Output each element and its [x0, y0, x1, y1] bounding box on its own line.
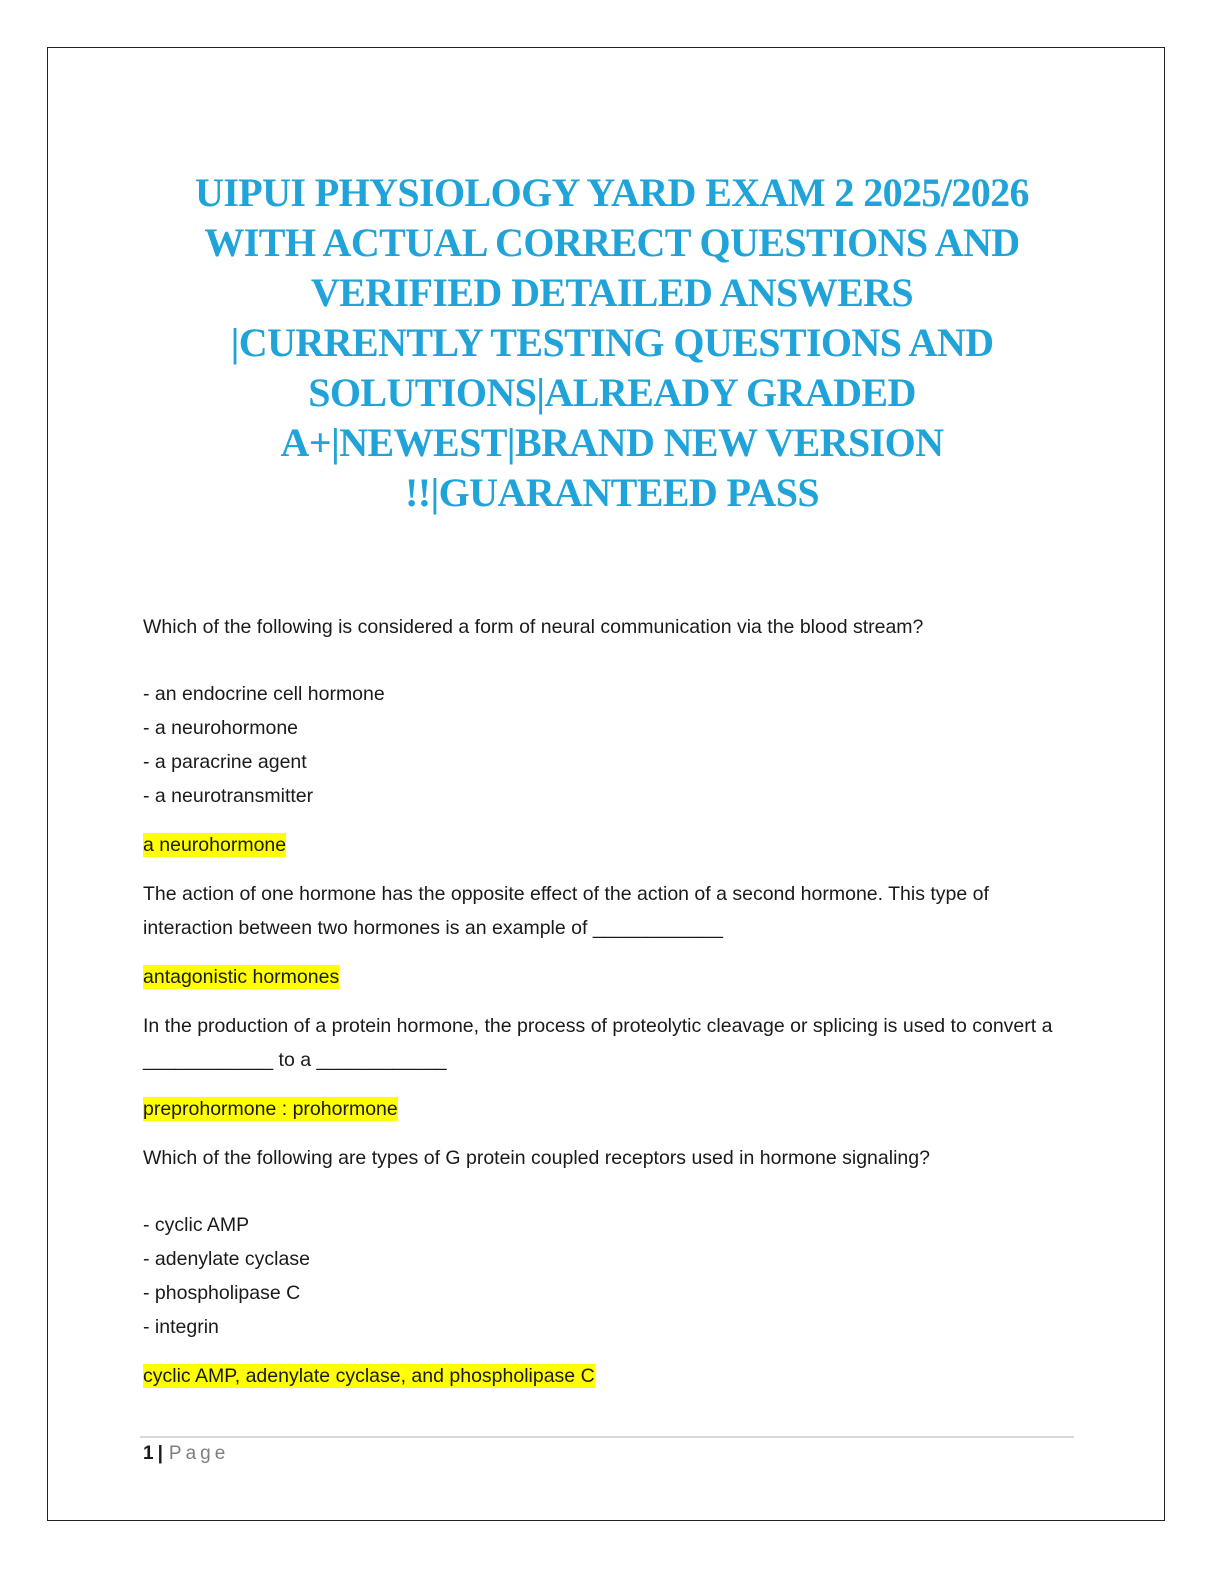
option-item: - an endocrine cell hormone — [143, 683, 385, 705]
title-line: !!|GUARANTEED PASS — [405, 470, 819, 515]
question-text: In the production of a protein hormone, the process of proteolytic cleavage or splicing is used to convert a ____________ to a ____________ — [143, 1015, 1053, 1071]
option-item: - a neurotransmitter — [143, 785, 314, 807]
footer-divider — [140, 1436, 1074, 1438]
title-line: |CURRENTLY TESTING QUESTIONS AND — [230, 320, 994, 365]
page-label: Page — [168, 1443, 230, 1464]
question-block-4 — [143, 1141, 1083, 1393]
answer-highlight: antagonistic hormones — [143, 966, 340, 988]
question-block-1 — [143, 610, 1083, 862]
page-number: 1 — [143, 1443, 154, 1464]
question-list — [143, 610, 1083, 1408]
title-line: WITH ACTUAL CORRECT QUESTIONS AND — [204, 220, 1020, 265]
question-block-2 — [143, 877, 1083, 994]
title-line: SOLUTIONS|ALREADY GRADED — [308, 370, 916, 415]
option-item: - adenylate cyclase — [143, 1248, 310, 1270]
title-line: VERIFIED DETAILED ANSWERS — [310, 270, 914, 315]
footer-separator: | — [157, 1443, 163, 1464]
option-item: - integrin — [143, 1316, 219, 1338]
option-list — [143, 677, 1083, 813]
page-footer — [143, 1440, 229, 1468]
document-title — [120, 168, 1104, 518]
title-line: A+|NEWEST|BRAND NEW VERSION — [280, 420, 944, 465]
question-text: The action of one hormone has the opposite effect of the action of a second hormone. This type of interaction between two hormones is an example of ____________ — [143, 883, 989, 939]
option-item: - a neurohormone — [143, 717, 299, 739]
option-item: - a paracrine agent — [143, 751, 307, 773]
option-item: - cyclic AMP — [143, 1214, 250, 1236]
option-item: - phospholipase C — [143, 1282, 301, 1304]
question-text: Which of the following are types of G protein coupled receptors used in hormone signaling? — [143, 1147, 930, 1169]
title-line: UIPUI PHYSIOLOGY YARD EXAM 2 2025/2026 — [195, 170, 1029, 215]
question-block-3 — [143, 1009, 1083, 1126]
question-text: Which of the following is considered a form of neural communication via the blood stream? — [143, 616, 924, 638]
answer-highlight: a neurohormone — [143, 834, 287, 856]
option-list — [143, 1208, 1083, 1344]
answer-highlight: preprohormone : prohormone — [143, 1098, 398, 1120]
answer-highlight: cyclic AMP, adenylate cyclase, and phospholipase C — [143, 1365, 595, 1387]
